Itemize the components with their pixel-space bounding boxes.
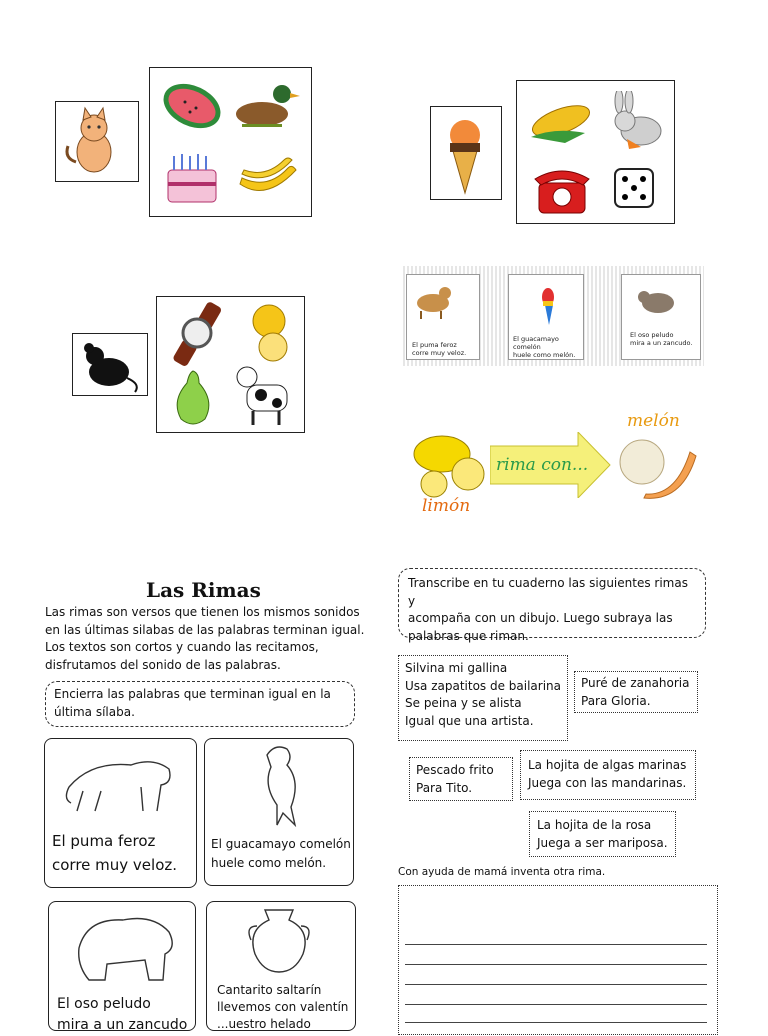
- corn-icon: [525, 97, 599, 147]
- puma-icon: [413, 281, 453, 319]
- rhyme-box-line: ...uestro helado: [217, 1017, 311, 1031]
- rhyme-line: Juega con las mandarinas.: [528, 775, 687, 790]
- rhyme-line: Usa zapatitos de bailarina: [405, 678, 562, 693]
- rima-con-text: rima con...: [496, 455, 589, 475]
- rhyme-line: Pescado frito: [416, 763, 494, 777]
- rhyme-box-line: Cantarito saltarín: [217, 983, 322, 997]
- pear-icon: [171, 367, 217, 429]
- rhyme-box-line: llevemos con valentín: [217, 1000, 349, 1014]
- watermelon-icon: [160, 80, 224, 132]
- rhyme-box-line: mira a un zancudo: [57, 1017, 188, 1033]
- instruction-box-left: [45, 681, 355, 727]
- intro-text: [45, 604, 365, 674]
- bear-icon: [636, 285, 676, 319]
- rhyme-line: Para Gloria.: [581, 693, 651, 708]
- writing-line[interactable]: [405, 1022, 707, 1023]
- rhyme-pescado: [409, 757, 513, 801]
- rhyme-card-bear: [621, 274, 701, 360]
- rhyme-silvina: [398, 655, 568, 741]
- rhyme-card-line: El oso peludo: [630, 331, 674, 339]
- rhyme-line: Se peina y se alista: [405, 696, 522, 710]
- macaw-icon: [537, 283, 559, 327]
- rhyme-line: Igual que una artista.: [405, 713, 534, 728]
- rat-icon: [73, 334, 145, 394]
- rhyme-line: La hojita de algas marinas: [528, 758, 687, 772]
- rhyme-box-jar: [206, 901, 356, 1031]
- rhyme-card-line: huele como melón.: [513, 351, 576, 359]
- rhyme-line: Para Tito.: [416, 780, 473, 795]
- rhyme-box-line: El puma feroz: [52, 832, 156, 850]
- intro-line: en las últimas silabas de las palabras terminan igual.: [45, 622, 365, 637]
- page-title: Las Rimas: [146, 578, 261, 602]
- rhyme-box-puma: [44, 738, 197, 888]
- rat-picture-box: [72, 333, 148, 396]
- icecream-picture-box: [430, 106, 502, 200]
- rhyme-card-line: El guacamayo comelón: [513, 335, 559, 351]
- cat-picture-box: [55, 101, 139, 182]
- rhyme-line: La hojita de la rosa: [537, 818, 652, 832]
- rhyme-box-line: El oso peludo: [57, 996, 151, 1012]
- rhyme-line: Juega a ser mariposa.: [537, 835, 668, 850]
- writing-box[interactable]: [398, 885, 718, 1035]
- ice-cream-icon: [431, 107, 499, 197]
- rhyme-cards-strip: [403, 266, 704, 366]
- rhyme-card-line: mira a un zancudo.: [630, 339, 693, 347]
- rhyme-hojita-algas: [520, 750, 696, 800]
- jar-outline-icon: [241, 906, 317, 976]
- instruction-line: última sílaba.: [54, 704, 135, 719]
- instruction-box-right: [398, 568, 706, 643]
- rhyme-box-line: huele como melón.: [211, 856, 327, 870]
- limon-word: limón: [422, 496, 471, 516]
- dice-icon: [611, 163, 659, 213]
- writing-line[interactable]: [405, 984, 707, 985]
- intro-line: disfrutamos del sonido de las palabras.: [45, 657, 281, 672]
- duck-icon: [232, 80, 302, 130]
- cake-icon: [162, 148, 222, 208]
- instruction-line: Encierra las palabras que terminan igual en la: [54, 687, 331, 701]
- instruction-line: palabras que riman.: [408, 628, 529, 643]
- melon-word: melón: [627, 411, 680, 431]
- rhyme-card-line: corre muy veloz.: [412, 349, 467, 357]
- intro-line: Los textos son cortos y cuando las recitamos,: [45, 640, 319, 654]
- rhyme-line: Silvina mi gallina: [405, 661, 508, 675]
- instruction-line: acompaña con un dibujo. Luego subraya las: [408, 611, 673, 625]
- rhyme-card-macaw: [508, 274, 584, 360]
- rhyme-box-macaw: [204, 738, 354, 886]
- lemon-icon: [245, 303, 297, 365]
- writing-line[interactable]: [405, 964, 707, 965]
- rhyme-card-puma: [406, 274, 480, 360]
- melon-illustration: [616, 436, 700, 500]
- bear-outline-icon: [73, 908, 179, 984]
- pictures-box-3: [156, 296, 305, 433]
- instruction-line: Transcribe en tu cuaderno las siguientes rimas y: [408, 576, 688, 608]
- intro-line: Las rimas son versos que tienen los mismos sonidos: [45, 605, 360, 619]
- writing-line[interactable]: [405, 1004, 707, 1005]
- rabbit-icon: [607, 91, 667, 151]
- macaw-outline-icon: [247, 741, 309, 827]
- rhyme-box-line: corre muy veloz.: [52, 856, 178, 874]
- watch-icon: [167, 301, 229, 367]
- rhyme-card-line: El puma feroz: [412, 341, 457, 349]
- rhyme-hojita-rosa: [529, 811, 676, 857]
- invent-instruction: Con ayuda de mamá inventa otra rima.: [398, 866, 606, 878]
- rhyme-line: Puré de zanahoria: [581, 676, 690, 690]
- lemon-illustration: [408, 432, 492, 500]
- banana-icon: [236, 150, 302, 202]
- pictures-box-1: [149, 67, 312, 217]
- telephone-icon: [531, 161, 593, 217]
- puma-outline-icon: [61, 747, 179, 815]
- cat-icon: [56, 102, 136, 180]
- rhyme-pure: [574, 671, 698, 713]
- pictures-box-2: [516, 80, 675, 224]
- rhyme-box-line: El guacamayo comelón: [211, 837, 351, 851]
- writing-line[interactable]: [405, 944, 707, 945]
- rhyme-box-bear: [48, 901, 196, 1031]
- cow-icon: [231, 363, 297, 429]
